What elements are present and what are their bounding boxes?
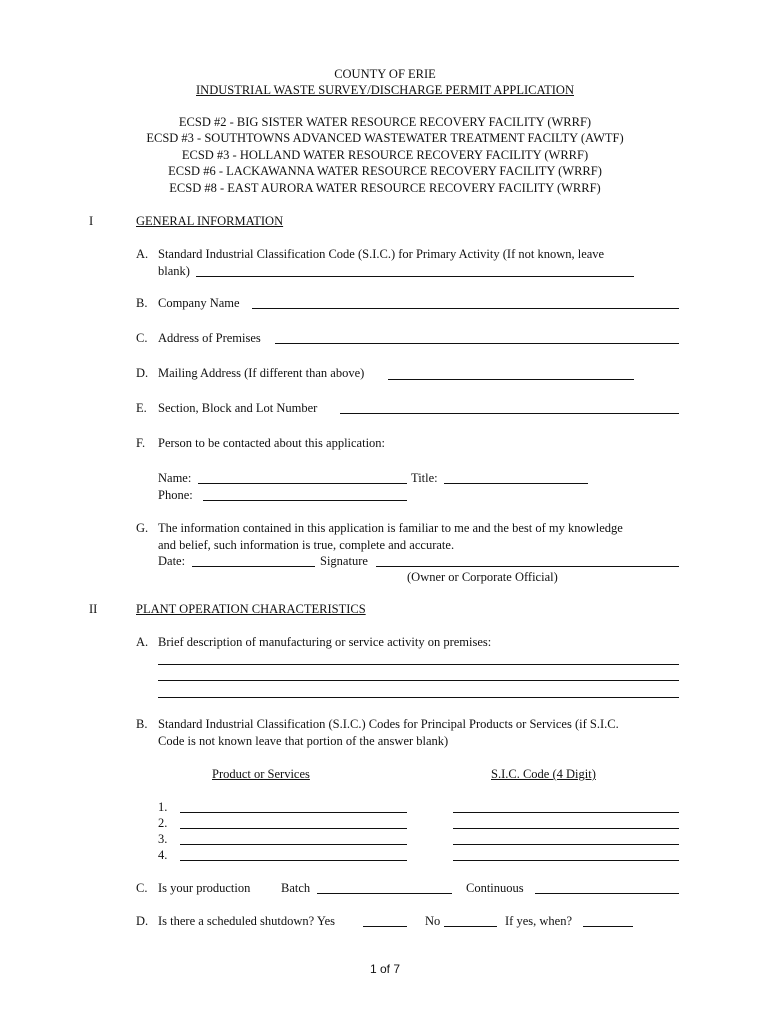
signature-label: Signature (320, 554, 368, 568)
product-field[interactable] (180, 828, 407, 829)
form-title: INDUSTRIAL WASTE SURVEY/DISCHARGE PERMIT APPLICATION (196, 83, 574, 97)
contact-phone-label: Phone: (158, 488, 193, 502)
contact-person-label: Person to be contacted about this application: (158, 436, 386, 450)
section-2-numeral: II (89, 602, 98, 616)
sic-primary-label: Standard Industrial Classification Code (S.I.C.) for Primary Activity (If not known, leave (158, 247, 605, 261)
item-letter: B. (136, 717, 148, 731)
activity-description-line[interactable] (158, 680, 679, 681)
facility-line: ECSD #2 - BIG SISTER WATER RESOURCE RECOVERY FACILITY (WRRF) (178, 115, 592, 129)
facility-line: ECSD #8 - EAST AURORA WATER RESOURCE RECOVERY FACILITY (WRRF) (169, 181, 601, 195)
row-number: 1. (158, 800, 168, 814)
shutdown-no-label: No (425, 914, 441, 928)
shutdown-when-label: If yes, when? (505, 914, 572, 928)
premises-address-label: Address of Premises (158, 331, 261, 345)
page-number: 1 of 7 (369, 962, 401, 976)
sic-primary-label-cont: blank) (158, 264, 190, 278)
sic-code-field[interactable] (453, 844, 679, 845)
production-type-label: Is your production (158, 881, 251, 895)
shutdown-no-field[interactable] (444, 926, 497, 927)
sic-code-field[interactable] (453, 812, 679, 813)
products-column-header: Product or Services (212, 767, 310, 781)
contact-name-field[interactable] (198, 483, 407, 484)
item-letter: D. (136, 914, 149, 928)
item-letter: F. (136, 436, 146, 450)
facility-line: ECSD #3 - HOLLAND WATER RESOURCE RECOVERY FACILITY (WRRF) (181, 148, 589, 162)
facility-line: ECSD #6 - LACKAWANNA WATER RESOURCE RECOVERY FACILITY (WRRF) (168, 164, 602, 178)
section-1-heading: GENERAL INFORMATION (136, 214, 284, 228)
contact-name-label: Name: (158, 471, 192, 485)
continuous-label: Continuous (466, 881, 524, 895)
facility-line: ECSD #3 - SOUTHTOWNS ADVANCED WASTEWATER TREATMENT FACILTY (AWTF) (146, 131, 624, 145)
item-letter: E. (136, 401, 147, 415)
shutdown-when-field[interactable] (583, 926, 633, 927)
activity-description-line[interactable] (158, 664, 679, 665)
item-letter: C. (136, 331, 148, 345)
date-field[interactable] (192, 566, 315, 567)
premises-address-field[interactable] (275, 343, 679, 344)
sic-primary-field[interactable] (196, 276, 634, 277)
shutdown-yes-field[interactable] (363, 926, 407, 927)
sic-column-header: S.I.C. Code (4 Digit) (491, 767, 596, 781)
product-field[interactable] (180, 844, 407, 845)
batch-field[interactable] (317, 893, 452, 894)
continuous-field[interactable] (535, 893, 679, 894)
item-letter: C. (136, 881, 148, 895)
date-label: Date: (158, 554, 186, 568)
row-number: 4. (158, 848, 168, 862)
sic-code-field[interactable] (453, 860, 679, 861)
sic-code-field[interactable] (453, 828, 679, 829)
company-name-field[interactable] (252, 308, 679, 309)
shutdown-label: Is there a scheduled shutdown? Yes (158, 914, 336, 928)
section-block-lot-field[interactable] (340, 413, 679, 414)
contact-title-field[interactable] (444, 483, 588, 484)
company-name-label: Company Name (158, 296, 240, 310)
sic-codes-label: Standard Industrial Classification (S.I.C.) Codes for Principal Products or Services (if S.I.C. (158, 717, 619, 731)
sic-codes-label-cont: Code is not known leave that portion of the answer blank) (158, 734, 449, 748)
section-1-numeral: I (89, 214, 94, 228)
activity-description-line[interactable] (158, 697, 679, 698)
signature-caption: (Owner or Corporate Official) (407, 570, 558, 584)
contact-title-label: Title: (411, 471, 438, 485)
signature-field[interactable] (376, 566, 679, 567)
item-letter: A. (136, 247, 149, 261)
activity-description-label: Brief description of manufacturing or service activity on premises: (158, 635, 492, 649)
item-letter: D. (136, 366, 149, 380)
section-block-lot-label: Section, Block and Lot Number (158, 401, 318, 415)
product-field[interactable] (180, 860, 407, 861)
item-letter: A. (136, 635, 149, 649)
mailing-address-field[interactable] (388, 379, 634, 380)
contact-phone-field[interactable] (203, 500, 407, 501)
batch-label: Batch (281, 881, 311, 895)
mailing-address-label: Mailing Address (If different than above) (158, 366, 365, 380)
product-field[interactable] (180, 812, 407, 813)
item-letter: G. (136, 521, 149, 535)
row-number: 3. (158, 832, 168, 846)
county-title: COUNTY OF ERIE (334, 67, 436, 81)
certification-text: The information contained in this application is familiar to me and the best of my knowledge (158, 521, 623, 535)
section-2-heading: PLANT OPERATION CHARACTERISTICS (136, 602, 366, 616)
row-number: 2. (158, 816, 168, 830)
item-letter: B. (136, 296, 148, 310)
certification-text-cont: and belief, such information is true, complete and accurate. (158, 538, 455, 552)
